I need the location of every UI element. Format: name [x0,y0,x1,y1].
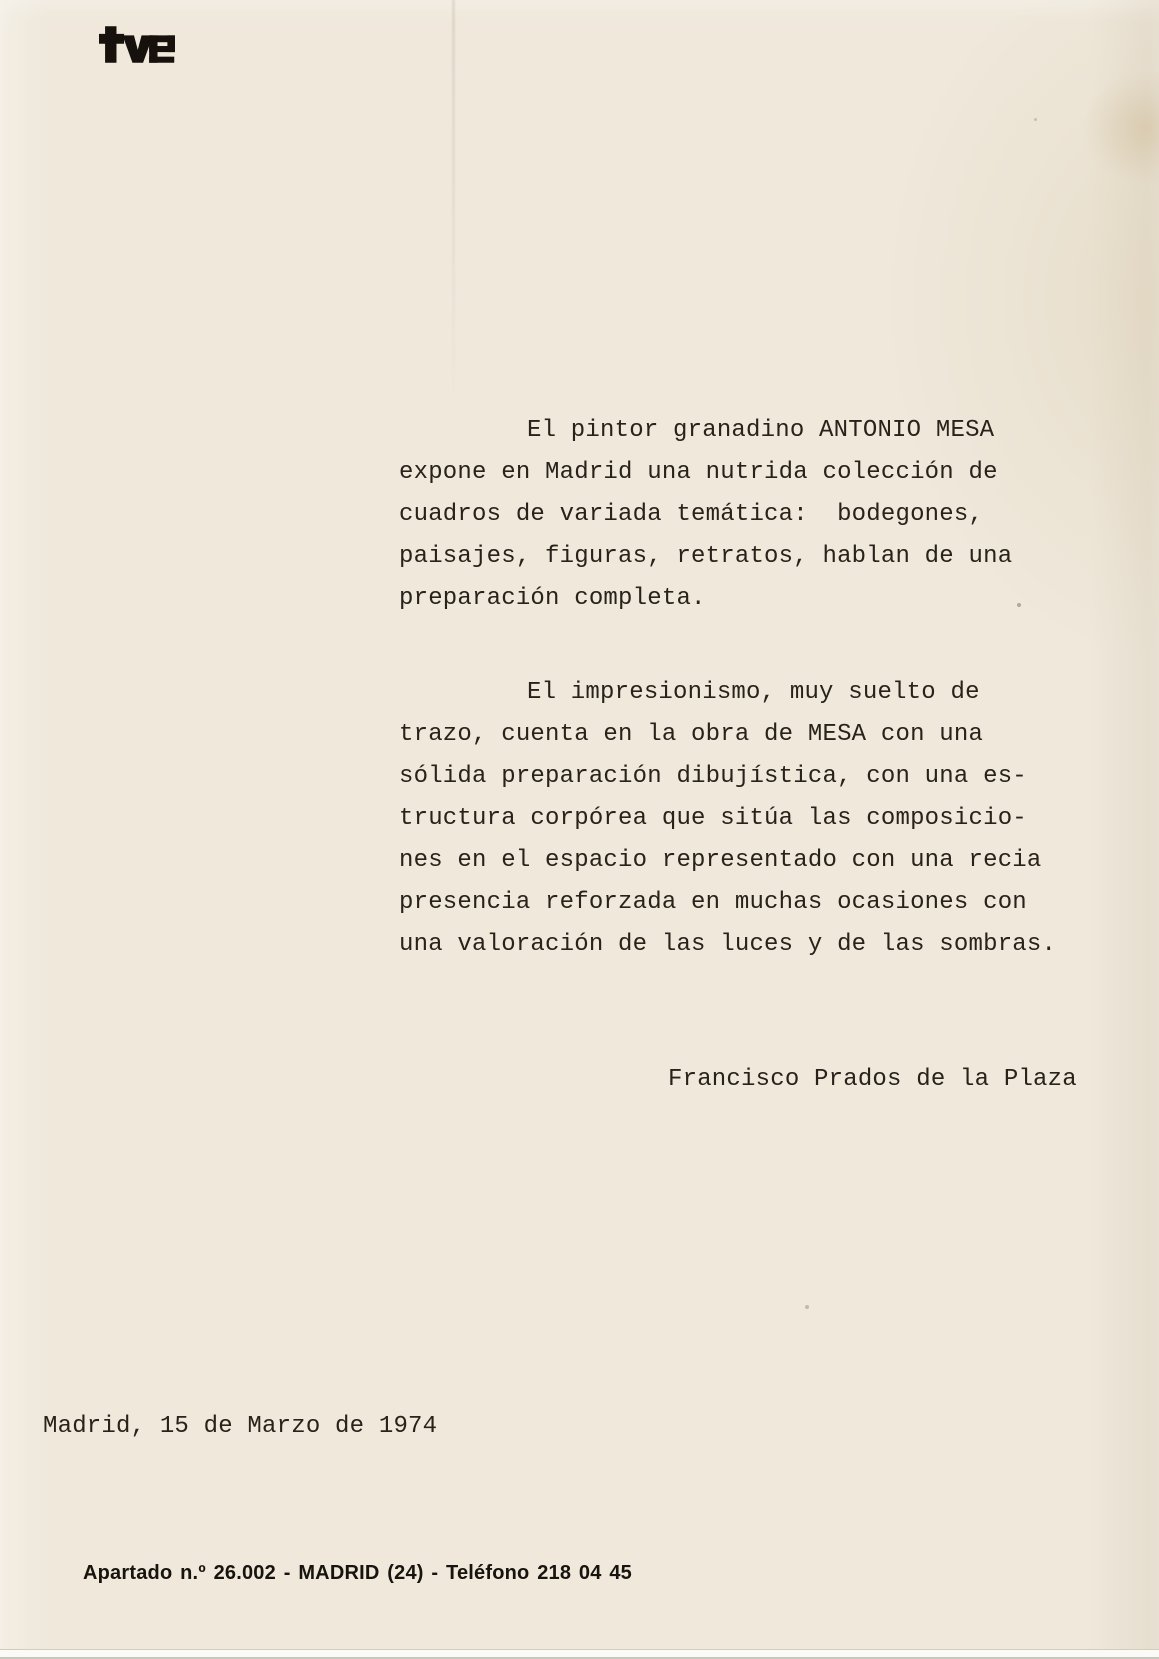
text-line: paisajes, figuras, retratos, hablan de una [399,543,1013,570]
paragraph-body [399,672,1056,966]
paper-speck [805,1305,809,1309]
paper-speck [1034,118,1037,121]
text-line: preparación completa. [399,585,706,612]
text-line: El impresionismo, muy suelto de [527,679,980,706]
date-line: Madrid, 15 de Marzo de 1974 [43,1413,438,1440]
scan-edge [0,1649,1159,1659]
footer-address: Apartado n.º 26.002 - MADRID (24) - Teléfono 218 04 45 [83,1562,632,1584]
text-line: tructura corpórea que sitúa las composicio- [399,805,1027,832]
text-line: nes en el espacio representado con una recia [399,847,1042,874]
paragraph-opening [399,410,1012,620]
tve-logo [99,26,175,63]
text-line: trazo, cuenta en la obra de MESA con una [399,721,984,748]
text-line: sólida preparación dibujística, con una es- [399,763,1027,790]
text-line: El pintor granadino ANTONIO MESA [527,417,995,444]
tve-logo-icon [99,26,175,63]
text-line: una valoración de las luces y de las sombras. [399,931,1057,958]
text-line: expone en Madrid una nutrida colección de [399,459,998,486]
text-line: presencia reforzada en muchas ocasiones con [399,889,1027,916]
paper-speck [1017,603,1021,607]
text-line: cuadros de variada temática: bodegones, [399,501,984,528]
paper-crease [452,0,455,400]
signature-line: Francisco Prados de la Plaza [668,1066,1077,1093]
